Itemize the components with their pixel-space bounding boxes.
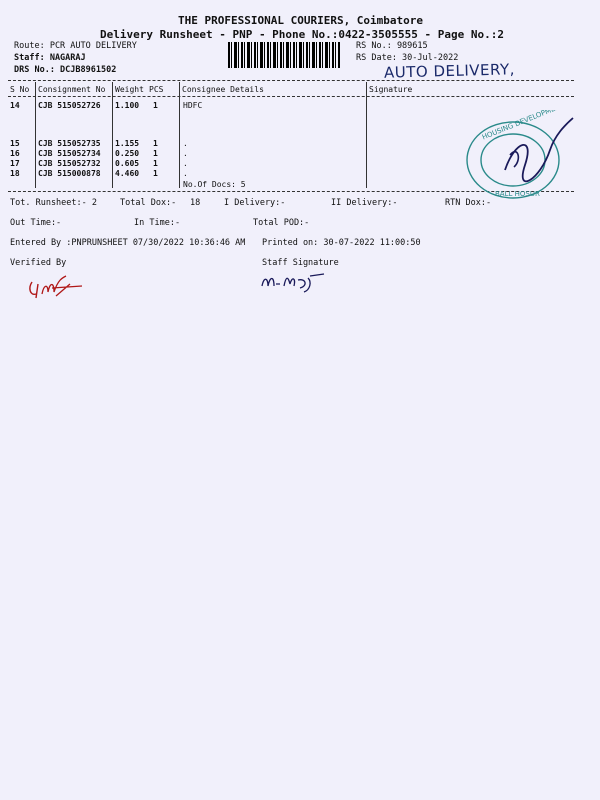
col-header-signature: Signature <box>369 85 413 94</box>
cell-consignment: CJB 515052732 <box>38 159 101 168</box>
col-divider <box>112 82 113 188</box>
cell-pcs: 1 <box>153 159 158 168</box>
cell-pcs: 1 <box>153 149 158 158</box>
cell-sno: 14 <box>10 101 20 110</box>
out-time: Out Time:- <box>10 218 62 228</box>
rtn-dox: RTN Dox:- <box>445 198 492 208</box>
cell-pcs: 1 <box>153 139 158 148</box>
total-dox-value: 18 <box>190 198 201 208</box>
cell-weight: 1.100 <box>115 101 140 110</box>
company-seal <box>455 110 580 209</box>
col-header-sno: S No <box>10 85 30 94</box>
svg-text:HOUSING DEVELOPMENT: HOUSING DEVELOPMENT <box>480 110 566 142</box>
rs-date: RS Date: 30-Jul-2022 <box>356 53 459 63</box>
cell-consignee: . <box>183 139 188 148</box>
staff-signature <box>258 268 338 302</box>
col-header-pcs: PCS <box>149 85 164 94</box>
total-dox-label: Total Dox:- <box>120 198 177 208</box>
col-divider <box>35 82 36 188</box>
cell-consignee: . <box>183 169 188 178</box>
drs-label: DRS No.: DCJB8961502 <box>14 65 117 75</box>
cell-sno: 17 <box>10 159 20 168</box>
col-header-consignee: Consignee Details <box>182 85 264 94</box>
cell-sno: 16 <box>10 149 20 158</box>
runsheet-subtitle: Delivery Runsheet - PNP - Phone No.:0422-3505555 - Page No.:2 <box>100 28 504 41</box>
staff-signature-label: Staff Signature <box>262 258 339 268</box>
printed-on: Printed on: 30-07-2022 11:00:50 <box>262 238 421 248</box>
cell-consignment: CJB 515052735 <box>38 139 101 148</box>
svg-text:BALL HOSUR: BALL HOSUR <box>495 190 540 198</box>
cell-weight: 0.605 <box>115 159 140 168</box>
cell-consignment: CJB 515052726 <box>38 101 101 110</box>
cell-consignee: . <box>183 159 188 168</box>
verified-signature <box>26 272 86 306</box>
no-of-docs: No.Of Docs: 5 <box>183 180 246 189</box>
company-title: THE PROFESSIONAL COURIERS, Coimbatore <box>178 14 424 27</box>
staff-label: Staff: NAGARAJ <box>14 53 86 63</box>
tot-runsheet: Tot. Runsheet:- 2 <box>10 198 97 208</box>
verified-by-label: Verified By <box>10 258 67 268</box>
cell-weight: 0.250 <box>115 149 140 158</box>
table-header-rule <box>8 96 574 97</box>
barcode <box>228 42 340 68</box>
cell-consignment: CJB 515000878 <box>38 169 101 178</box>
entered-by: Entered By :PNPRUNSHEET 07/30/2022 10:36:46 AM <box>10 238 246 248</box>
cell-sno: 15 <box>10 139 20 148</box>
i-delivery: I Delivery:- <box>224 198 286 208</box>
cell-pcs: 1 <box>153 101 158 110</box>
cell-consignment: CJB 515052734 <box>38 149 101 158</box>
col-header-consignment: Consignment No <box>38 85 106 94</box>
cell-sno: 18 <box>10 169 20 178</box>
cell-weight: 1.155 <box>115 139 140 148</box>
col-divider <box>366 82 367 188</box>
cell-consignee: . <box>183 149 188 158</box>
cell-consignee: HDFC <box>183 101 203 110</box>
route-label: Route: PCR AUTO DELIVERY <box>14 41 137 51</box>
table-top-rule <box>8 80 574 81</box>
ii-delivery: II Delivery:- <box>331 198 398 208</box>
cell-pcs: 1 <box>153 169 158 178</box>
col-divider <box>179 82 180 188</box>
rs-number: RS No.: 989615 <box>356 41 428 51</box>
col-header-weight: Weight <box>115 85 144 94</box>
in-time: In Time:- <box>134 218 181 228</box>
cell-weight: 4.460 <box>115 169 140 178</box>
auto-delivery-stamp: AUTO DELIVERY, <box>383 60 516 82</box>
total-pod: Total POD:- <box>253 218 310 228</box>
